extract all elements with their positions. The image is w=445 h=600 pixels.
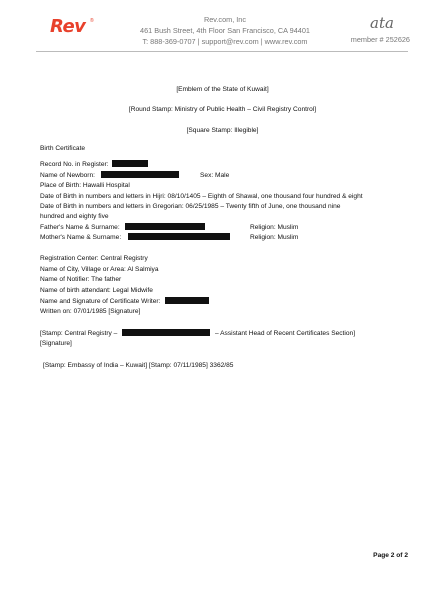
company-name: Rev.com, Inc	[203, 15, 247, 24]
page-number: Page 2 of 2	[373, 552, 408, 559]
writer-label: Name and Signature of Certificate Writer:	[40, 298, 161, 305]
embassy-stamp-note: [Stamp: Embassy of India – Kuwait] [Stamp: 07/11/1985] 3362/85	[43, 362, 234, 369]
sex-value: Sex: Male	[200, 172, 230, 179]
ata-logo: ata	[370, 14, 394, 32]
place-of-birth: Place of Birth: Hawalli Hospital	[40, 182, 130, 189]
emblem-note: [Emblem of the State of Kuwait]	[176, 86, 269, 93]
redaction-bar	[165, 297, 209, 304]
redaction-bar	[125, 223, 205, 230]
record-number-row	[40, 160, 148, 169]
city-area: Name of City, Village or Area: Al Salmiya	[40, 266, 159, 273]
redaction-bar	[101, 171, 179, 178]
father-label: Father's Name & Surname:	[40, 224, 120, 231]
header-divider	[36, 51, 408, 52]
square-stamp-note: [Square Stamp: Illegible]	[186, 127, 259, 134]
registered-mark: ®	[90, 18, 94, 24]
central-stamp-row	[40, 329, 355, 338]
registration-center: Registration Center: Central Registry	[40, 255, 148, 262]
written-on: Written on: 07/01/1985 [Signature]	[40, 308, 141, 315]
rev-logo-text: Rev	[50, 16, 86, 37]
member-number: member # 252626	[350, 35, 410, 44]
mother-religion: Religion: Muslim	[250, 234, 299, 241]
mother-label: Mother's Name & Surname:	[40, 234, 122, 241]
dob-gregorian-line2: hundred and eighty five	[40, 213, 109, 220]
redaction-bar	[128, 233, 230, 240]
document-title: Birth Certificate	[40, 145, 86, 152]
newborn-row	[40, 171, 179, 180]
company-address: 461 Bush Street, 4th Floor San Francisco, CA 94401	[140, 26, 310, 35]
rev-logo	[44, 16, 94, 38]
newborn-label: Name of Newborn:	[40, 172, 95, 179]
central-stamp-suffix: – Assistant Head of Recent Certificates Section]	[215, 330, 356, 337]
notifier: Name of Notifier: The father	[40, 276, 122, 283]
father-religion: Religion: Muslim	[250, 224, 299, 231]
redaction-bar	[112, 160, 148, 167]
dob-hijri: Date of Birth in numbers and letters in Hijri: 08/10/1405 – Eighth of Shawal, one thousand four hundred & eight	[40, 193, 363, 200]
company-contact: T: 888-369-0707 | support@rev.com | www.rev.com	[142, 37, 308, 46]
dob-gregorian-line1: Date of Birth in numbers and letters in Gregorian: 06/25/1985 – Twenty fifth of June, one thousand nine	[40, 203, 341, 210]
father-row	[40, 223, 205, 232]
mother-row	[40, 233, 230, 242]
birth-attendant: Name of birth attendant: Legal Midwife	[40, 287, 153, 294]
redaction-bar	[122, 329, 210, 336]
company-info	[120, 14, 330, 47]
signature-note: [Signature]	[40, 340, 72, 347]
central-stamp-prefix: [Stamp: Central Registry –	[40, 330, 118, 337]
record-number-label: Record No. in Register:	[40, 161, 109, 168]
writer-row	[40, 297, 209, 306]
round-stamp-note: [Round Stamp: Ministry of Public Health – Civil Registry Control]	[128, 106, 317, 113]
